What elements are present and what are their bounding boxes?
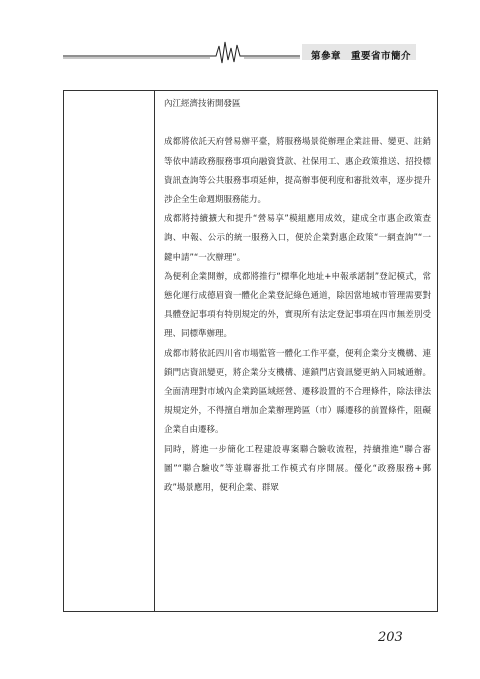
paragraph: 成都市將依託四川省市場監管一體化工作平臺，便利企業分支機構、連鎖門店資訊變更，將企業分支機構、連鎖門店資訊變更納入同城通辦。全面清理對市域內企業跨區域經營、遷移設置的不合理條件，除法律法規規定外，不得擅自增加企業辦理跨區（市）縣遷移的前置條件，阻礙企業自由遷移。 bbox=[164, 348, 431, 436]
content-cell bbox=[164, 95, 431, 498]
page-header bbox=[0, 0, 480, 70]
section-title: 內江經濟技術開發區 bbox=[164, 99, 241, 109]
paragraph: 成都將持續擴大和提升“營易享”模組應用成效，建成全市惠企政策查詢、申報、公示的統一服務入口，便於企業對惠企政策“一網查詢”“一鍵申請”“一次辦理”。 bbox=[164, 214, 431, 263]
chapter-title: 第參章 重要省市簡介 bbox=[311, 51, 412, 62]
paragraph: 成都將依託天府營易辦平臺，將服務場景從辦理企業註冊、變更、註銷等依申請政務服務事項向融資貸款、社保用工、惠企政策推送、招投標資訊查詢等公共服務事項延伸，提高辦事便利度和審批效率，逐步提升涉企全生命週期服務能力。 bbox=[164, 137, 431, 205]
page-number: 203 bbox=[378, 630, 403, 645]
paragraph: 為便利企業開辦，成都將推行“標準化地址+申報承諾制”登記模式，常態化運行成德眉資一體化企業登記綠色通道，除因當地城市管理需要對具體登記事項有特別規定的外，實現所有法定登記事項在四市無差別受理、同標準辦理。 bbox=[164, 271, 431, 340]
table-column-divider bbox=[154, 91, 155, 611]
paragraph: 同時，將進一步簡化工程建設專案聯合驗收流程，持續推進“聯合審圖”“聯合驗收”等並聯審批工作模式有序開展。優化“政務服務+郵政”場景應用，便利企業、群眾 bbox=[164, 444, 431, 494]
content-table bbox=[63, 90, 438, 612]
